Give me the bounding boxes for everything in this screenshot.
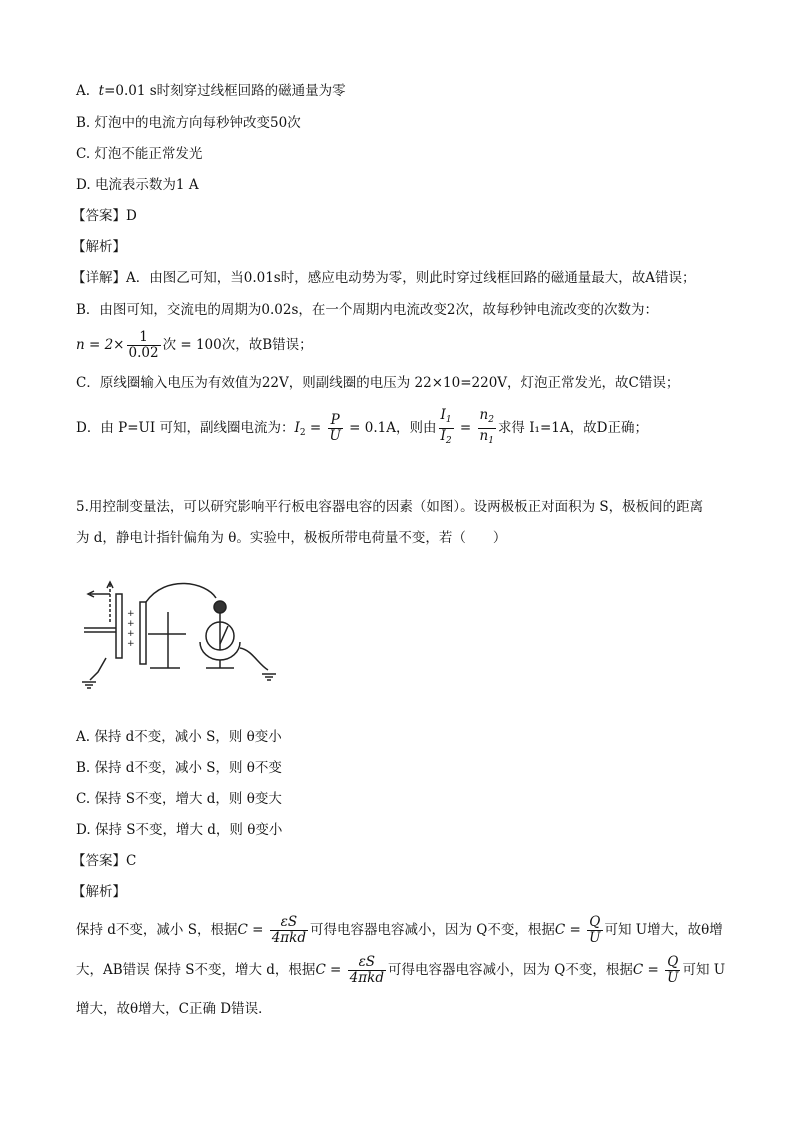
q4-detail-c: C．原线圈输入电压为有效值为22V，则副线圈的电压为 22×10=220V，灯泡正常发光，故C错误； <box>76 375 680 391</box>
q4-detail-b1: B．由图可知，交流电的周期为0.02s，在一个周期内电流改变2次，故每秒钟电流改变的次数为： <box>76 302 658 318</box>
q5-option-a: A. 保持 d不变，减小 S，则 θ变小 <box>76 729 282 745</box>
q5-option-d: D. 保持 S不变，增大 d，则 θ变小 <box>76 822 283 838</box>
fraction-one-over-period: $\frac{1}{0.02}$ <box>128 329 159 361</box>
q5-option-b: B. 保持 d不变，减小 S，则 θ不变 <box>76 760 282 776</box>
q4-option-c: C. 灯泡不能正常发光 <box>76 146 203 162</box>
q5-option-c: C. 保持 S不变，增大 d，则 θ变大 <box>76 791 282 807</box>
q4-analysis-label: 【解析】 <box>72 239 126 255</box>
q5-solution-line2: 大，AB错误 保持 S不变，增大 d，根据C = $\frac{\varepsilon S}{\text{4πkd}}$ 可得电容器电容减小，因为 Q不变，根据C = $\frac{Q}{U}$ 可知 U <box>76 954 726 986</box>
q4-answer: 【答案】D <box>72 208 137 224</box>
q4-option-a: A. t=0.01 s时刻穿过线框回路的磁通量为零 <box>76 83 346 99</box>
svg-text:+: + <box>127 609 135 619</box>
svg-text:+: + <box>127 619 135 629</box>
q4-option-d: D. 电流表示数为1 A <box>76 177 199 193</box>
q5-answer: 【答案】C <box>72 853 137 869</box>
q5-stem-line2: 为 d，静电计指针偏角为 θ。实验中，极板所带电荷量不变，若（ ） <box>76 530 507 546</box>
q4-option-b: B. 灯泡中的电流方向每秒钟改变50次 <box>76 115 301 131</box>
svg-text:+: + <box>127 629 135 639</box>
q5-solution-line3: 增大，故θ增大，C正确 D错误． <box>76 1001 272 1017</box>
svg-text:+: + <box>127 639 135 649</box>
capacitor-electrometer-diagram <box>76 572 286 694</box>
q4-detail-d: D．由 P=UI 可知，副线圈电流为：$I_2$ = $\frac{P}{U}$ = 0.1A，则由 $\frac{I_1}{I_2}$ = $\frac{n_2}{n_1}$ 求得 I₁=1A，故D正确； <box>76 407 648 446</box>
q5-stem-line1: 5.用控制变量法，可以研究影响平行板电容器电容的因素（如图）。设两极板正对面积为 S，极板间的距离 <box>76 499 704 515</box>
q5-solution-line1: 保持 d不变，减小 S，根据C = $\frac{\varepsilon S}{\text{4πkd}}$ 可得电容器电容减小，因为 Q不变，根据C = $\frac{Q}{U}$ 可知 U增大，故θ增 <box>76 914 723 946</box>
q4-detail-a: 【详解】A．由图乙可知，当0.01s时，感应电动势为零，则此时穿过线框回路的磁通量最大，故A错误； <box>72 270 696 286</box>
q4-detail-b2: n = 2× $\frac{1}{0.02}$ 次 = 100次，故B错误； <box>76 329 313 361</box>
q5-analysis-label: 【解析】 <box>72 884 126 900</box>
